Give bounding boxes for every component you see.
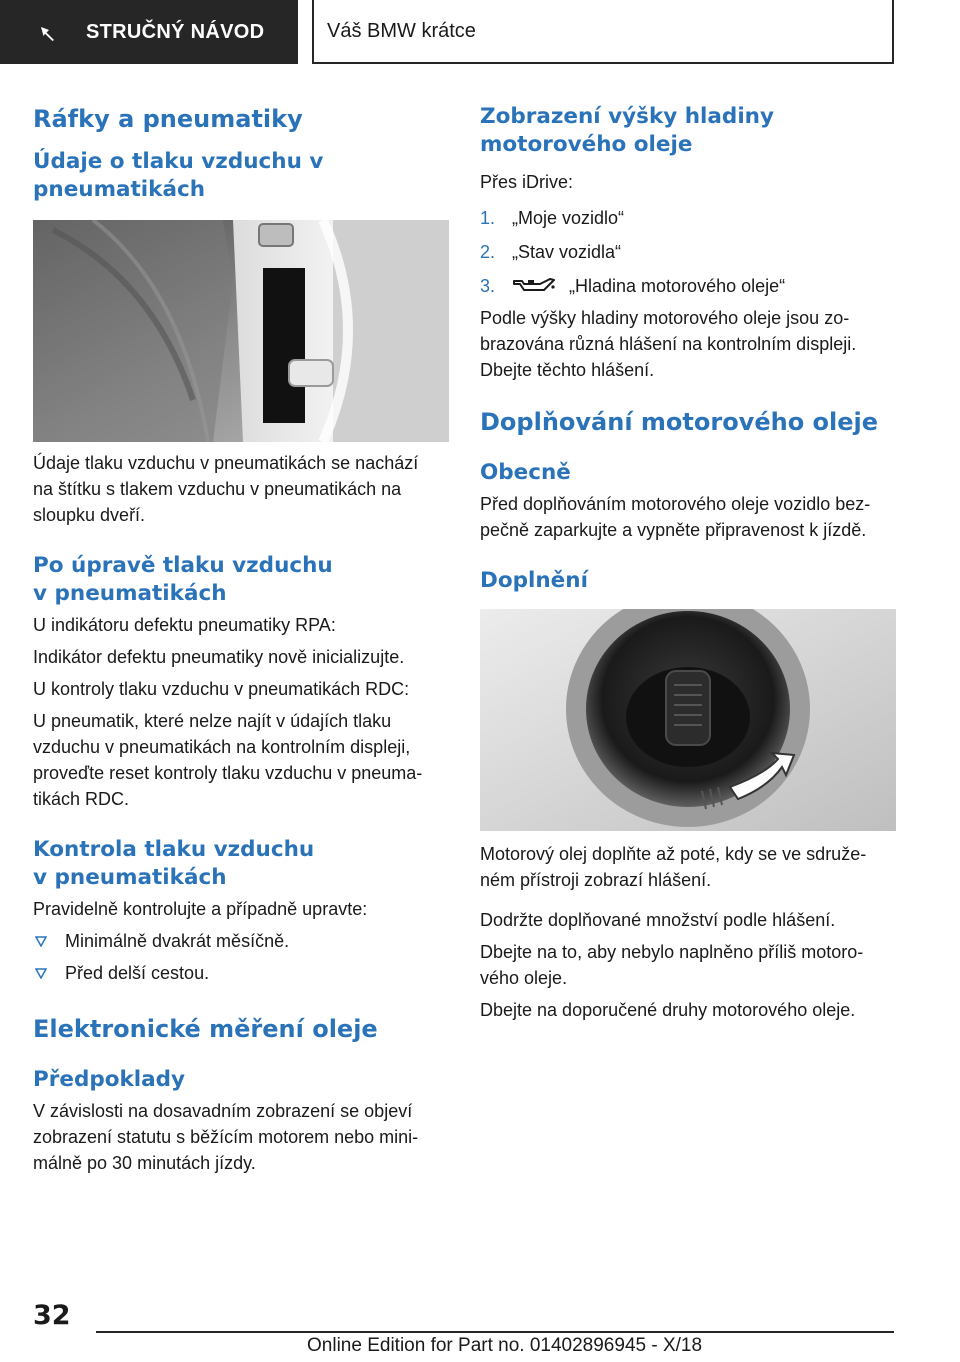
idrive-steps — [480, 205, 896, 299]
text-oil-messages: Podle výšky hladiny motorového oleje jsou zo-brazována různá hlášení na kontrolním displeji. Dbejte těchto hlášení. — [480, 308, 857, 380]
heading-electronic-oil: Elektronické měření oleje — [33, 1015, 378, 1043]
heading-pressure-data: Údaje o tlaku vzduchu v pneumatikách — [33, 149, 324, 202]
step-number: 2. — [480, 242, 496, 262]
text-pressure-data: Údaje tlaku vzduchu v pneumatikách se nachází na štítku s tlakem vzduchu v pneumatikách na sloupku dveří. — [33, 453, 419, 525]
text-pressure-check: Pravidelně kontrolujte a případně upravte: — [33, 899, 368, 919]
door-pillar-illustration — [33, 220, 449, 442]
page-number: 32 — [33, 1300, 71, 1331]
step-text: „Hladina motorového oleje“ — [569, 276, 786, 296]
heading-refill: Doplnění — [480, 568, 588, 593]
oil-cap-illustration — [480, 609, 896, 831]
heading-prerequisites: Předpoklady — [33, 1067, 186, 1092]
list-item-text: Minimálně dvakrát měsíčně. — [65, 931, 290, 951]
star-pointer-icon — [40, 26, 56, 42]
heading-general: Obecně — [480, 460, 571, 485]
list-item — [33, 928, 449, 954]
left-column — [33, 100, 449, 1176]
chapter-title-box — [312, 0, 894, 64]
oil-can-icon — [512, 275, 556, 295]
chapter-title: Váš BMW krátce — [327, 19, 476, 42]
text-rpa-intro: U indikátoru defektu pneumatiky RPA: — [33, 615, 336, 635]
step-number: 3. — [480, 276, 496, 296]
heading-after-adjust: Po úpravě tlaku vzduchu v pneumatikách — [33, 553, 333, 606]
section-tab-label: STRUČNÝ NÁVOD — [86, 20, 265, 43]
step-text: „Stav vozidla“ — [512, 242, 622, 262]
text-prerequisites: V závislosti na dosavadním zobrazení se objeví zobrazení statutu s běžícím motorem nebo mini-málně po 30 minutách jízdy. — [33, 1101, 419, 1173]
heading-pressure-check: Kontrola tlaku vzduchu v pneumatikách — [33, 837, 315, 890]
text-refill-4: Dbejte na doporučené druhy motorového oleje. — [480, 1000, 856, 1020]
list-item — [480, 239, 896, 265]
heading-oil-level-display: Zobrazení výšky hladiny motorového oleje — [480, 104, 775, 157]
step-text: „Moje vozidlo“ — [512, 208, 625, 228]
heading-rims-tires: Ráfky a pneumatiky — [33, 105, 303, 133]
triangle-bullet-icon — [35, 968, 47, 979]
text-refill-1: Motorový olej doplňte až poté, kdy se ve sdruže-ném přístroji zobrazí hlášení. — [480, 844, 867, 890]
heading-oil-refill: Doplňování motorového oleje — [480, 408, 879, 436]
text-rdc-intro: U kontroly tlaku vzduchu v pneumatikách RDC: — [33, 679, 410, 699]
section-tab[interactable] — [0, 0, 298, 64]
check-list — [33, 928, 449, 986]
text-rpa-action: Indikátor defektu pneumatiky nově inicializujte. — [33, 647, 405, 667]
list-item — [480, 205, 896, 231]
list-item — [480, 273, 896, 299]
footer-edition: Online Edition for Part no. 01402896945 - X/18 — [307, 1335, 703, 1356]
list-item — [33, 960, 449, 986]
text-general: Před doplňováním motorového oleje vozidlo bez-pečně zaparkujte a vypněte připravenost k jízdě. — [480, 494, 871, 540]
text-via-idrive: Přes iDrive: — [480, 172, 574, 192]
text-refill-2: Dodržte doplňované množství podle hlášení. — [480, 910, 836, 930]
oil-cap-image — [480, 609, 896, 831]
list-item-text: Před delší cestou. — [65, 963, 210, 983]
door-pillar-image — [33, 220, 449, 442]
footer-divider — [96, 1331, 894, 1333]
right-column — [480, 100, 896, 1023]
triangle-bullet-icon — [35, 936, 47, 947]
text-refill-3: Dbejte na to, aby nebylo naplněno příliš motoro-vého oleje. — [480, 942, 864, 988]
text-rdc-action: U pneumatik, které nelze najít v údajích tlaku vzduchu v pneumatikách na kontrolním displeji, proveďte reset kontroly tlaku vzduchu v pneuma-tikách RDC. — [33, 711, 423, 809]
step-number: 1. — [480, 208, 496, 228]
